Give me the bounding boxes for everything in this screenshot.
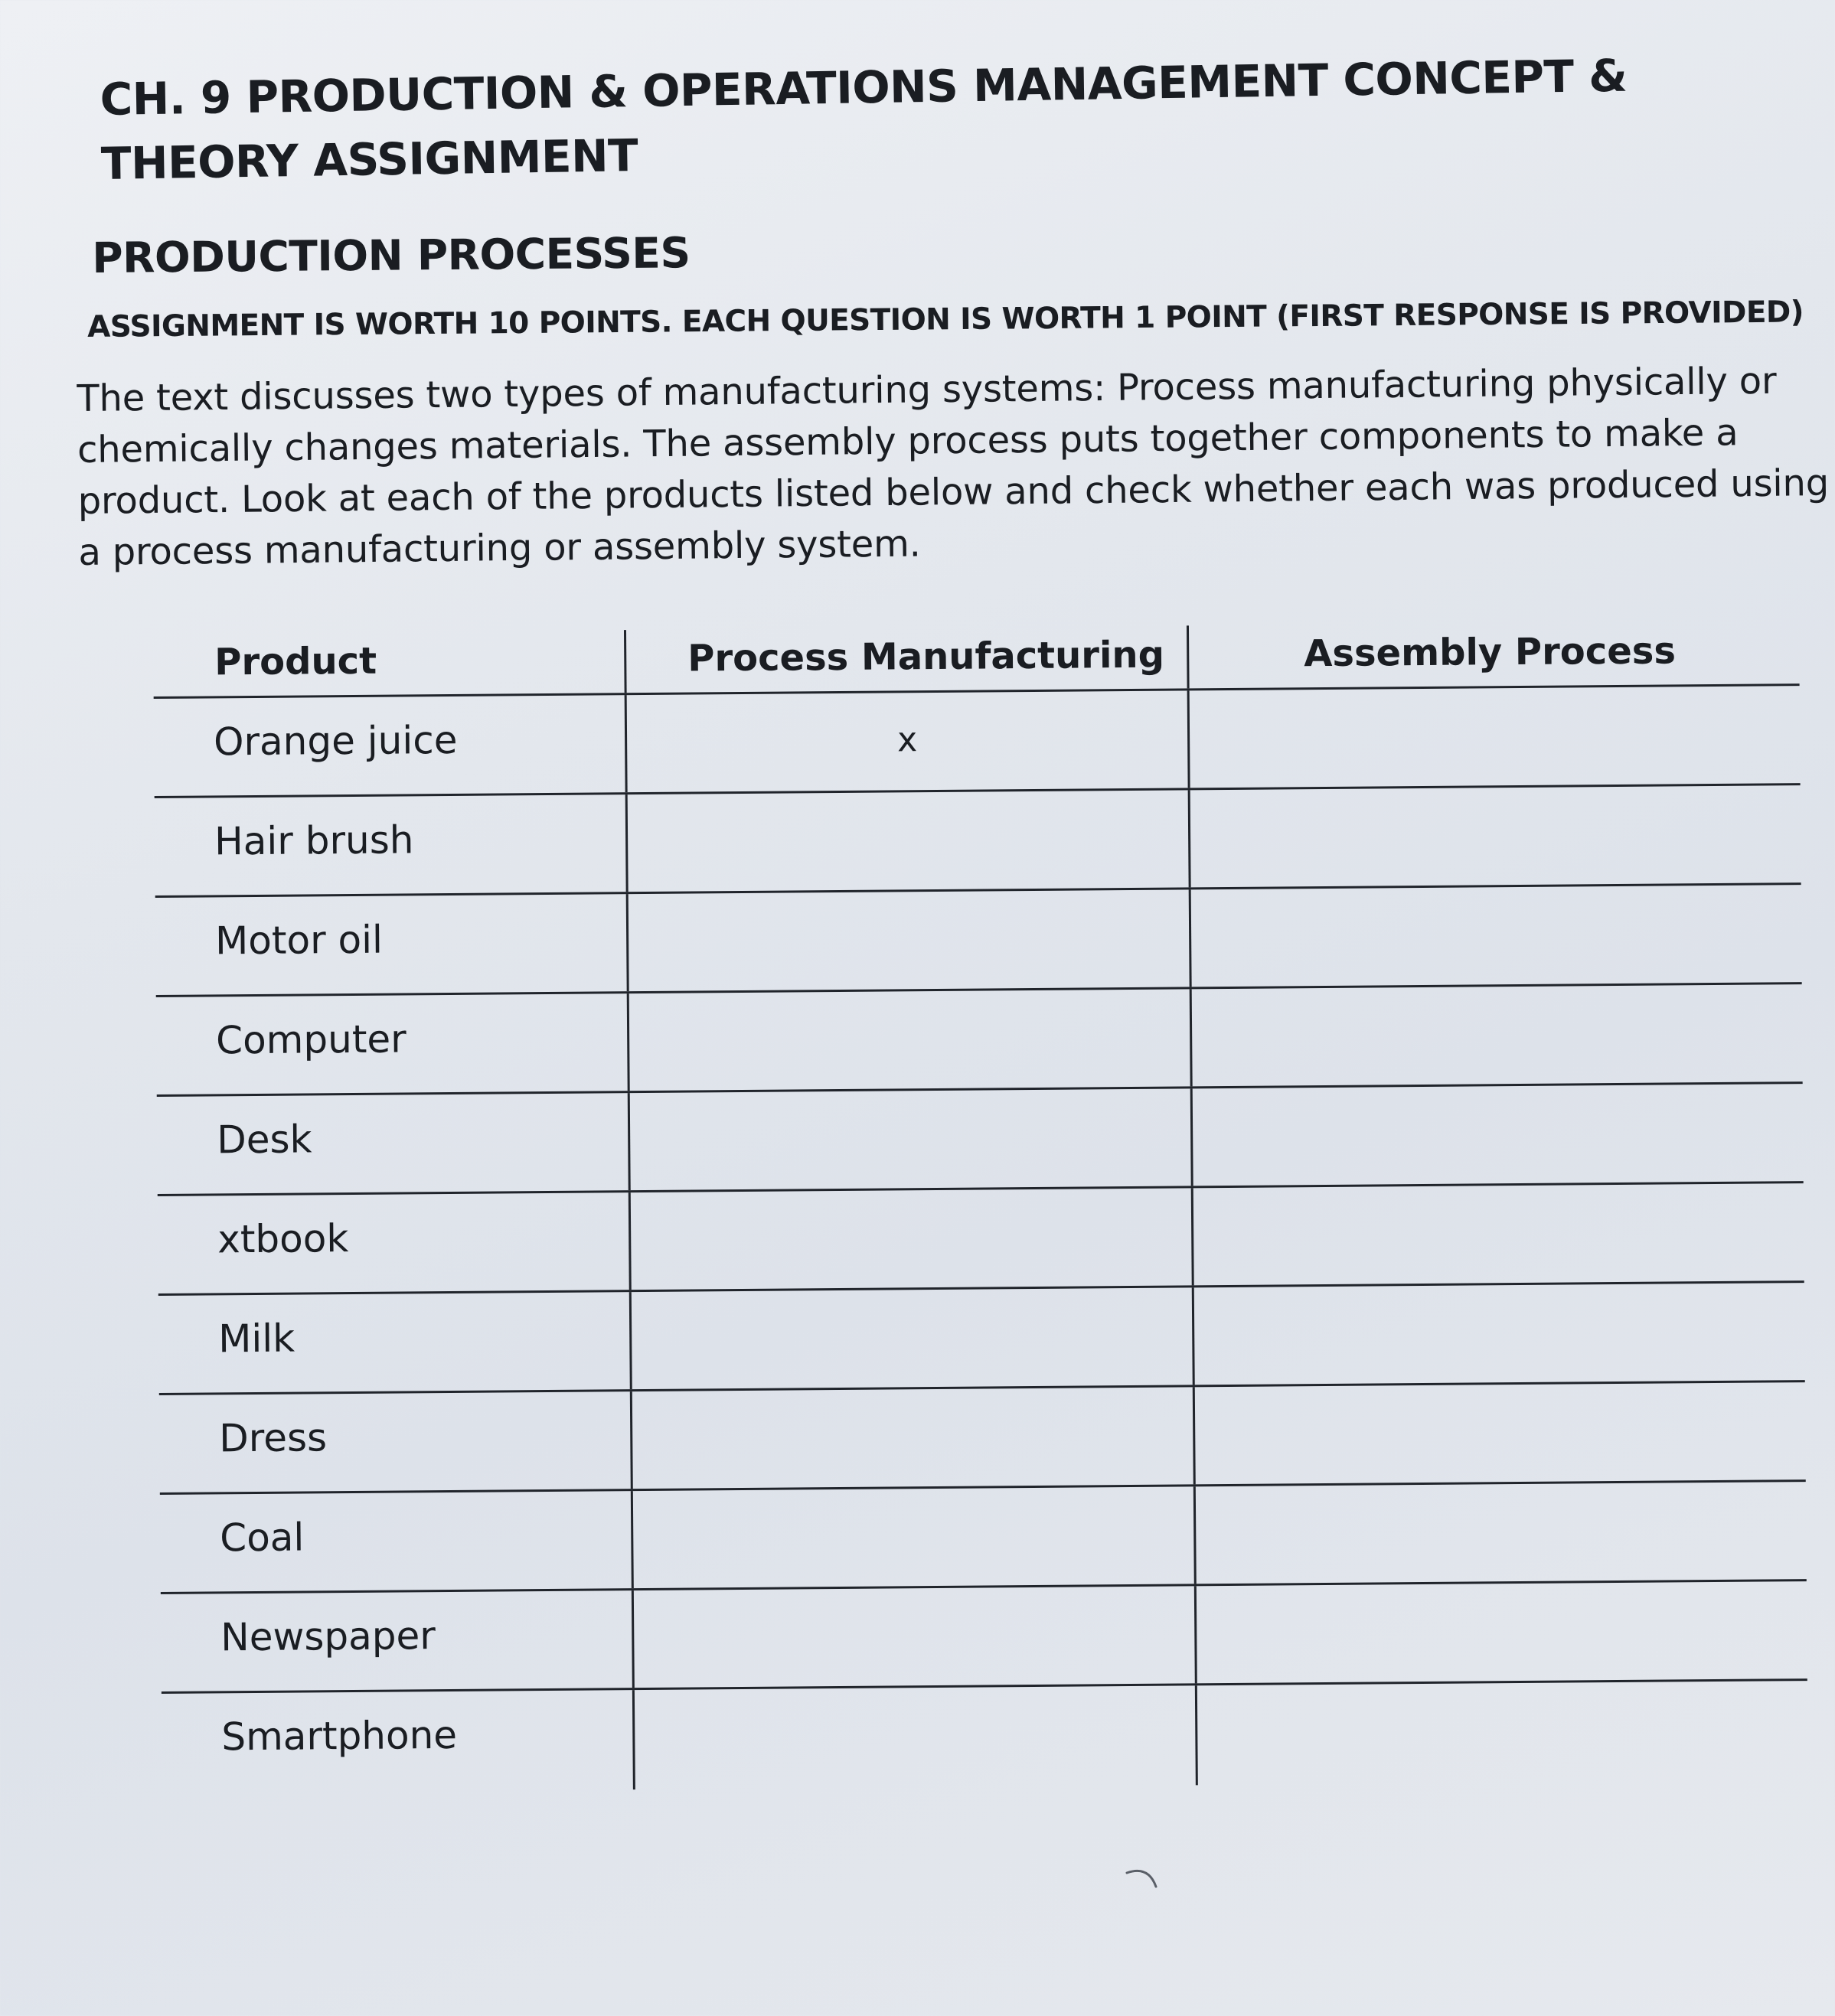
table-row [155, 785, 1801, 898]
check-mark [1197, 1609, 1807, 1613]
product-cell [156, 993, 628, 1094]
assembly-cell[interactable] [1191, 1183, 1804, 1285]
header-cell-product [153, 630, 625, 696]
product-cell [161, 1590, 632, 1691]
process-cell[interactable] [625, 690, 1188, 792]
table-row [158, 1183, 1804, 1296]
product-cell [160, 1491, 632, 1592]
assembly-cell[interactable] [1194, 1581, 1807, 1683]
check-mark [1190, 813, 1801, 817]
page-title: CH. 9 PRODUCTION & OPERATIONS MANAGEMENT CONCEPT & THEORY ASSIGNMENT [100, 49, 1628, 190]
instructions-line: product. Look at each of the products listed below and check whether each was produced using [77, 462, 1830, 523]
product-name: Newspaper [220, 1613, 436, 1660]
column-header: Assembly Process [1304, 629, 1677, 676]
process-cell[interactable] [630, 1387, 1193, 1489]
product-name: xtbook [217, 1216, 349, 1262]
product-cell [159, 1391, 631, 1492]
instructions-line: a process manufacturing or assembly system. [78, 522, 921, 574]
process-cell[interactable] [632, 1685, 1196, 1789]
check-mark [632, 1414, 1193, 1419]
table-row [158, 1283, 1805, 1395]
check-mark [633, 1514, 1193, 1519]
check-mark [1191, 912, 1801, 917]
table-row [157, 1084, 1804, 1196]
product-classification-table [153, 621, 1808, 1793]
assembly-cell[interactable] [1188, 785, 1801, 887]
points-note: ASSIGNMENT IS WORTH 10 POINTS. EACH QUESTION IS WORTH 1 POINT (FIRST RESPONSE IS PROVIDED) [87, 295, 1804, 344]
check-mark: x [896, 720, 918, 760]
check-mark [1195, 1410, 1805, 1414]
table-row [161, 1581, 1807, 1694]
process-cell[interactable] [628, 1088, 1191, 1190]
product-name: Coal [220, 1515, 305, 1561]
product-cell [155, 794, 626, 895]
assembly-cell[interactable] [1195, 1681, 1808, 1785]
instructions-line: The text discusses two types of manufacturing systems: Process manufacturing physically or [77, 359, 1777, 420]
section-heading: PRODUCTION PROCESSES [92, 228, 691, 282]
table-row [155, 885, 1802, 997]
process-cell[interactable] [625, 790, 1189, 892]
process-cell[interactable] [632, 1586, 1195, 1688]
check-mark [634, 1613, 1194, 1618]
check-mark [1196, 1509, 1806, 1514]
column-header: Product [214, 639, 377, 684]
column-header: Process Manufacturing [687, 633, 1165, 680]
check-mark [631, 1215, 1191, 1220]
assembly-cell[interactable] [1193, 1482, 1807, 1584]
check-mark [1197, 1708, 1807, 1713]
check-mark [1192, 1012, 1802, 1016]
process-cell[interactable] [629, 1188, 1192, 1290]
product-cell [158, 1192, 629, 1293]
check-mark [1194, 1310, 1804, 1315]
check-mark [1190, 713, 1800, 718]
product-cell [155, 894, 627, 995]
check-mark [635, 1713, 1195, 1718]
assembly-cell[interactable] [1187, 686, 1801, 788]
pen-stroke-icon [1125, 1864, 1164, 1894]
instructions-line: chemically changes materials. The assembly process puts together components to make a [77, 411, 1739, 471]
check-mark [629, 1016, 1190, 1021]
header-cell-process [624, 625, 1187, 693]
process-cell[interactable] [629, 1287, 1193, 1389]
check-mark [630, 1116, 1190, 1121]
product-name: Motor oil [214, 917, 384, 964]
table-row [162, 1681, 1808, 1793]
product-name: Dress [219, 1415, 328, 1461]
assembly-cell[interactable] [1190, 1084, 1804, 1186]
assembly-cell[interactable] [1193, 1382, 1806, 1484]
assembly-cell[interactable] [1189, 885, 1802, 987]
product-name: Orange juice [213, 717, 458, 765]
header-cell-assembly [1187, 621, 1800, 688]
process-cell[interactable] [631, 1486, 1194, 1588]
process-cell[interactable] [627, 989, 1190, 1091]
check-mark [629, 917, 1189, 922]
check-mark [1193, 1111, 1803, 1116]
product-cell [157, 1093, 629, 1194]
table-row [160, 1482, 1807, 1594]
check-mark [628, 817, 1188, 822]
product-name: Hair brush [214, 817, 414, 864]
table-row [159, 1382, 1806, 1495]
instructions-paragraph [77, 355, 1835, 579]
product-name: Desk [216, 1117, 312, 1163]
product-name: Smartphone [221, 1712, 458, 1760]
process-cell[interactable] [626, 889, 1190, 991]
product-cell [154, 695, 625, 796]
product-name: Computer [215, 1016, 407, 1063]
product-name: Milk [218, 1316, 295, 1362]
table-row [156, 984, 1803, 1097]
assembly-cell[interactable] [1192, 1283, 1805, 1385]
assembly-cell[interactable] [1190, 984, 1803, 1086]
check-mark [632, 1315, 1192, 1320]
product-cell [158, 1292, 630, 1393]
check-mark [1193, 1211, 1804, 1215]
table-row [154, 686, 1801, 798]
product-cell [162, 1690, 633, 1793]
